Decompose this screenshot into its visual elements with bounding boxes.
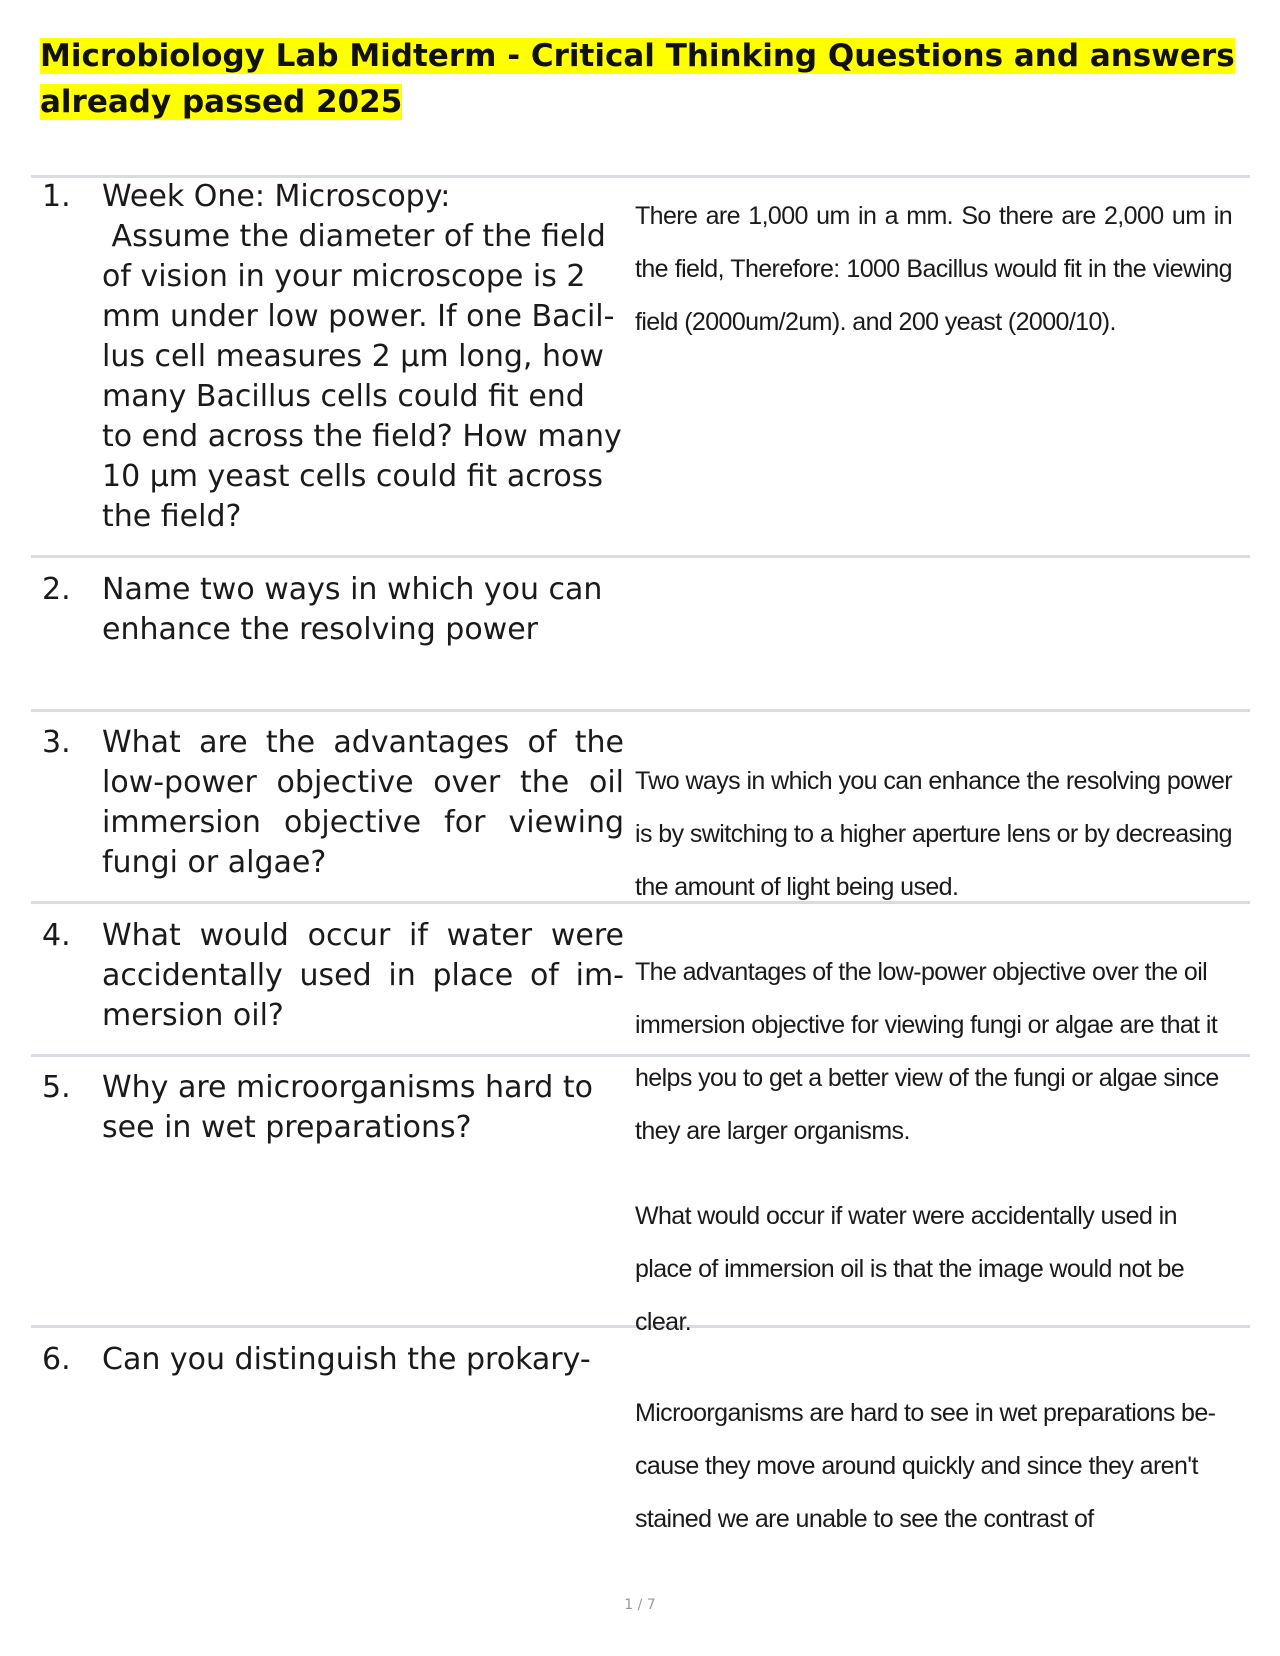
question-heading: Week One: Microscopy: [102, 179, 451, 214]
answer-text: What would occur if water were accidentally used in place of immersion oil is that the image would not be clear. [635, 1202, 1185, 1336]
question-number: 6. [42, 1342, 71, 1377]
question-number: 4. [42, 918, 71, 953]
question-number: 2. [42, 572, 71, 607]
question-number: 3. [42, 725, 71, 760]
answer-text: Microorganisms are hard to see in wet preparations be- cause they move around quickly and since they aren't stained we are unable to see the contrast of [635, 1399, 1216, 1533]
question-text: What are the advantages of the low-power objective over the oil immersion objective for viewing fungi or algae? [102, 725, 624, 880]
answer-text: There are 1,000 um in a mm. So there are 2,000 um in the field, Therefore: 1000 Bacillus would fit in the viewing field (2000um/2um). and 200 yeast (2000/10). [635, 202, 1232, 336]
question-text: What would occur if water were accidentally used in place of im- mersion oil? [102, 918, 624, 1033]
answer-text: Two ways in which you can enhance the resolving power is by switching to a higher aperture lens or by decreasing the amount of light being used. [635, 767, 1232, 901]
answer-text: The advantages of the low-power objective over the oil immersion objective for viewing fungi or algae are that it helps you to get a better view of the fungi or algae since they are larger organisms. [635, 958, 1219, 1145]
question-number: 1. [42, 179, 71, 214]
row-divider [31, 555, 1250, 558]
question-text: Why are microorganisms hard to see in wet preparations? [102, 1070, 593, 1145]
page-indicator: 1 / 7 [624, 1597, 656, 1613]
question-text: Assume the diameter of the field of vision in your microscope is 2 mm under low power. If one Bacil- lus cell measures 2 µm long, how many Bacillus cells could fit end to end across the field? How many 10 µm yeast cells could fit across the field? [102, 219, 632, 534]
document-title: Microbiology Lab Midterm - Critical Thinking Questions and answers already passed 2025 [40, 38, 1235, 120]
question-text-block [102, 177, 632, 537]
question-text: Name two ways in which you can enhance the resolving power [102, 572, 603, 647]
question-text: Can you distinguish the prokary- [102, 1342, 591, 1377]
question-number: 5. [42, 1070, 71, 1105]
row-divider [31, 709, 1250, 712]
